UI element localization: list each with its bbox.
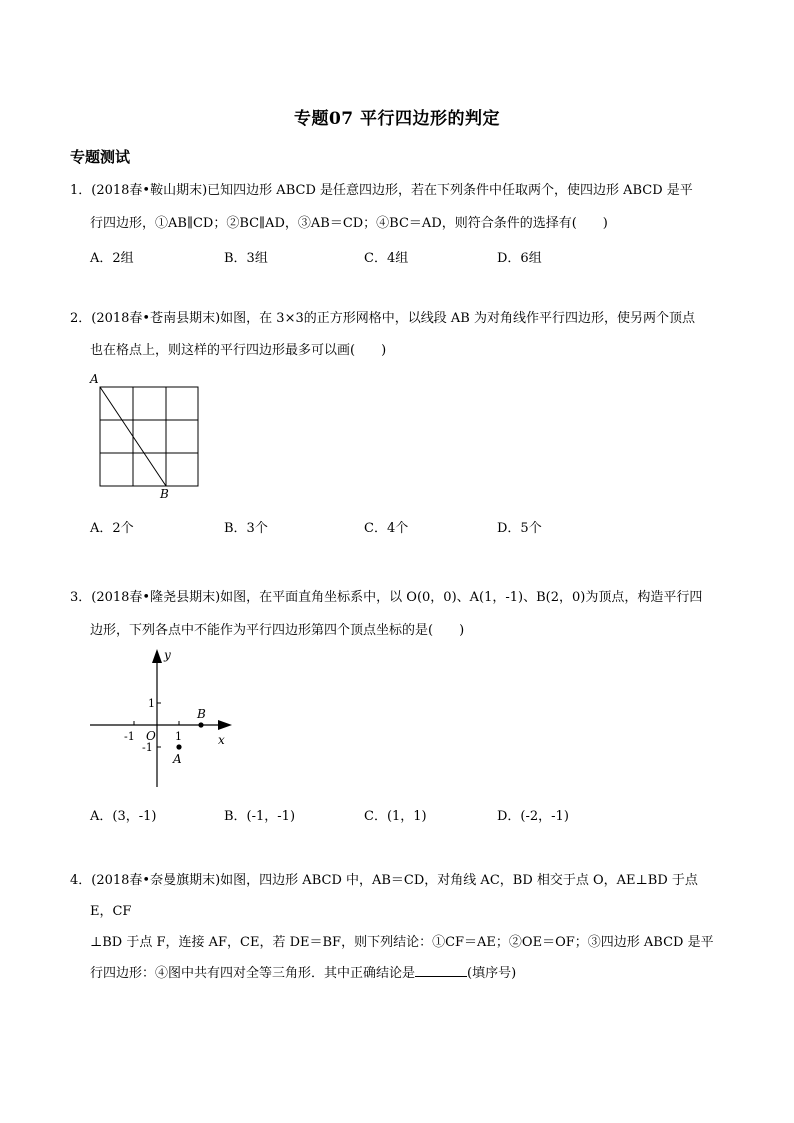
origin-label: O (146, 729, 156, 743)
question-1-number: 1． (70, 183, 92, 198)
question-1-text-1: (2018春•鞍山期末)已知四边形 ABCD 是任意四边形，若在下列条件中任取两个，使四边形 ABCD 是平 (91, 183, 693, 198)
question-4-line-1 (70, 871, 698, 891)
grid-figure (86, 370, 216, 502)
question-2-number: 2． (70, 311, 92, 326)
question-4-text-4a: 行四边形：④图中共有四对全等三角形．其中正确结论是 (90, 966, 416, 981)
question-4-line-4 (90, 964, 516, 984)
grid-label-b: B (160, 487, 169, 501)
question-1-text-2: 行四边形，①AB∥CD；②BC∥AD，③AB＝CD；④BC＝AD，则符合条件的选择有( ) (90, 216, 608, 231)
question-1-option-b[interactable]: B．3组 (224, 251, 268, 266)
question-2-option-d[interactable]: D．5个 (497, 521, 542, 536)
tick-label-x-neg: -1 (124, 730, 135, 743)
y-axis-label: y (164, 648, 171, 662)
question-3-text-2: 边形，下列各点中不能作为平行四边形第四个顶点坐标的是( ) (90, 623, 465, 638)
question-4-text-4b: (填序号) (467, 966, 517, 981)
point-b-label: B (197, 707, 206, 721)
page-title: 专题07 平行四边形的判定 (293, 109, 501, 129)
section-heading: 专题测试 (70, 148, 131, 166)
question-3-option-d[interactable]: D．(-2，-1) (497, 809, 569, 824)
question-2-text-1: (2018春•苍南县期末)如图，在 3×3的正方形网格中，以线段 AB 为对角线作平行四边形，使另两个顶点 (91, 311, 695, 326)
question-1-option-a[interactable]: A．2组 (90, 251, 134, 266)
x-axis-label: x (218, 733, 225, 747)
grid-lines (100, 387, 198, 486)
question-3-option-a[interactable]: A．(3，-1) (90, 809, 157, 824)
question-4-number: 4． (70, 873, 92, 888)
tick-label-y-pos: 1 (148, 697, 155, 710)
tick-label-y-neg: -1 (142, 741, 153, 754)
tick-label-x-pos: 1 (175, 730, 182, 743)
point-b (198, 722, 203, 727)
point-a-label: A (173, 752, 182, 766)
question-1-option-d[interactable]: D．6组 (497, 251, 542, 266)
question-1-option-c[interactable]: C．4组 (364, 251, 409, 266)
question-3-option-c[interactable]: C．(1，1) (364, 809, 427, 824)
question-1-line-1 (70, 181, 693, 201)
question-4-text-2: E，CF (90, 904, 132, 919)
question-2-text-2: 也在格点上，则这样的平行四边形最多可以画( ) (90, 343, 387, 358)
question-3-text-1: (2018春•隆尧县期末)如图，在平面直角坐标系中，以 O(0，0)、A(1，-1)、B(2，0)为顶点，构造平行四 (91, 590, 703, 605)
question-4-text-3: ⊥BD 于点 F，连接 AF，CE，若 DE＝BF，则下列结论：①CF＝AE；②OE＝OF；③四边形 ABCD 是平 (90, 935, 714, 950)
question-3-option-b[interactable]: B．(-1，-1) (224, 809, 296, 824)
grid-label-a: A (90, 372, 99, 386)
question-2-option-c[interactable]: C．4个 (364, 521, 409, 536)
question-3-line-1 (70, 588, 702, 608)
answer-blank[interactable] (415, 964, 467, 977)
x-axis-arrow (218, 720, 232, 730)
point-a (176, 744, 181, 749)
y-axis-arrow (152, 649, 162, 663)
question-2-option-b[interactable]: B．3个 (224, 521, 268, 536)
question-4-text-1: (2018春•奈曼旗期末)如图，四边形 ABCD 中，AB＝CD，对角线 AC，BD 相交于点 O，AE⊥BD 于点 (91, 873, 698, 888)
question-2-line-1 (70, 309, 695, 329)
question-3-number: 3． (70, 590, 92, 605)
question-2-option-a[interactable]: A．2个 (90, 521, 134, 536)
coordinate-figure (86, 645, 246, 795)
